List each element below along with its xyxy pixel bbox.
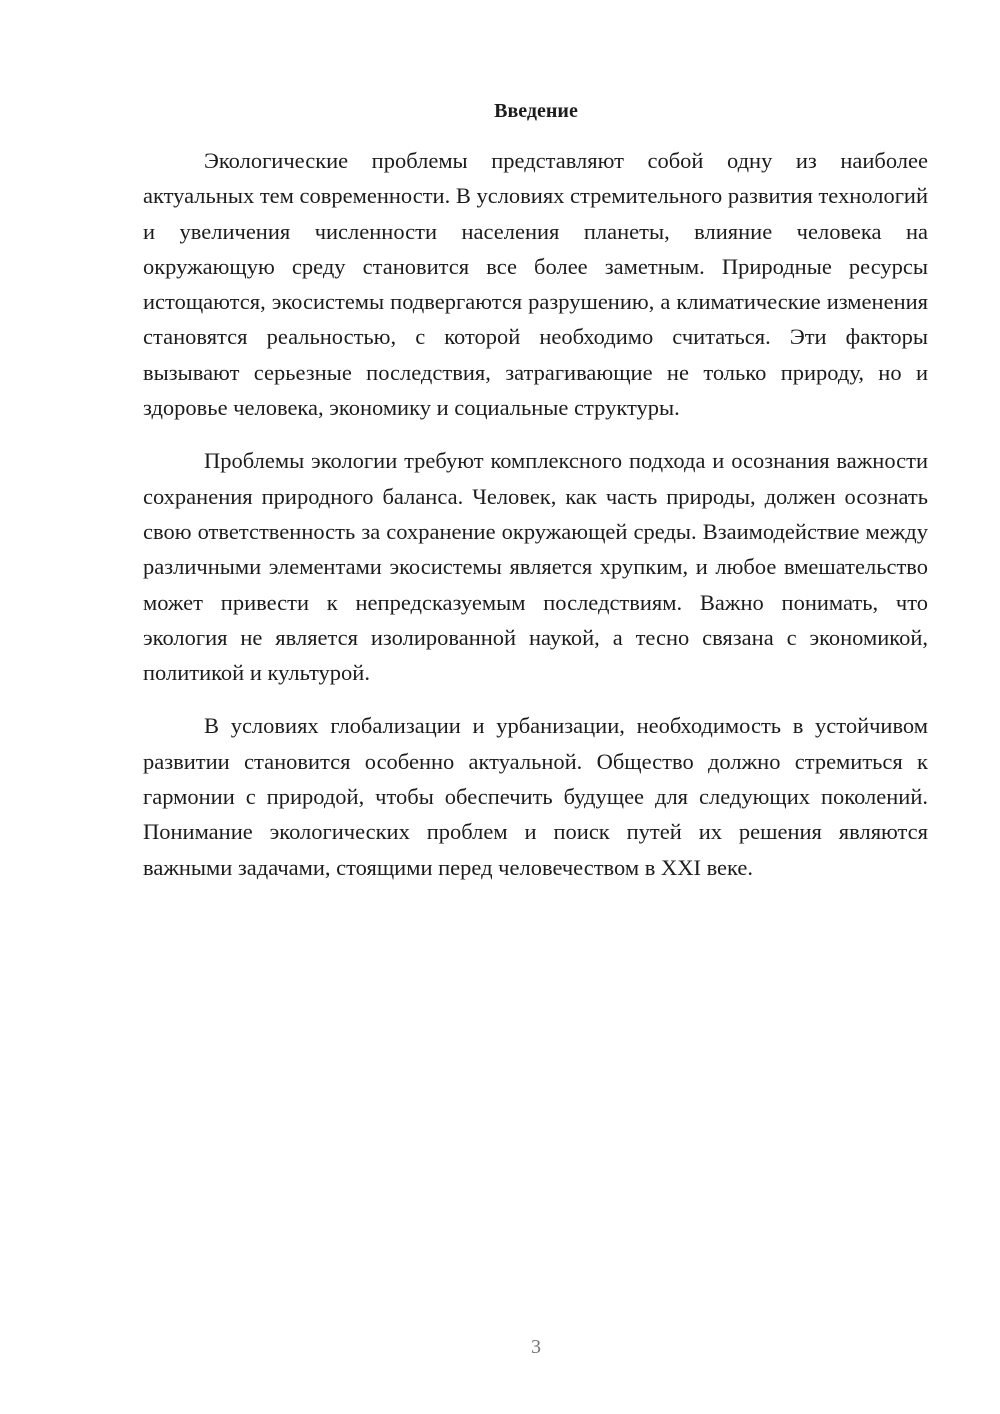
paragraph-3: В условиях глобализации и урбанизации, необходимость в устойчивом развитии становится особенно актуальной. Общество должно стремиться к гармонии с природой, чтобы обеспечить будущее для следующих поколений. Понимание экологических проблем и поиск путей их решения являются важными задачами, стоящими перед человечеством в XXI веке. (143, 713, 928, 880)
body-text (143, 143, 928, 903)
section-heading: Введение (494, 100, 578, 122)
page-number: 3 (531, 1336, 541, 1358)
paragraph-1: Экологические проблемы представляют собой одну из наиболее актуальных тем современности. В условиях стремительного развития технологий и увеличения численности населения планеты, влияние человека на окружающую среду становится все более заметным. Природные ресурсы истощаются, экосистемы подвергаются разрушению, а климатические изменения становятся реальностью, с которой необходимо считаться. Эти факторы вызывают серьезные последствия, затрагивающие не только природу, но и здоровье человека, экономику и социальные структуры. (143, 148, 929, 421)
paragraph-2: Проблемы экологии требуют комплексного подхода и осознания важности сохранения природного баланса. Человек, как часть природы, должен осознать свою ответственность за сохранение окружающей среды. Взаимодействие между различными элементами экосистемы является хрупким, и любое вмешательство может привести к непредсказуемым последствиям. Важно понимать, что экология не является изолированной наукой, а тесно связана с экономикой, политикой и культурой. (143, 448, 928, 686)
